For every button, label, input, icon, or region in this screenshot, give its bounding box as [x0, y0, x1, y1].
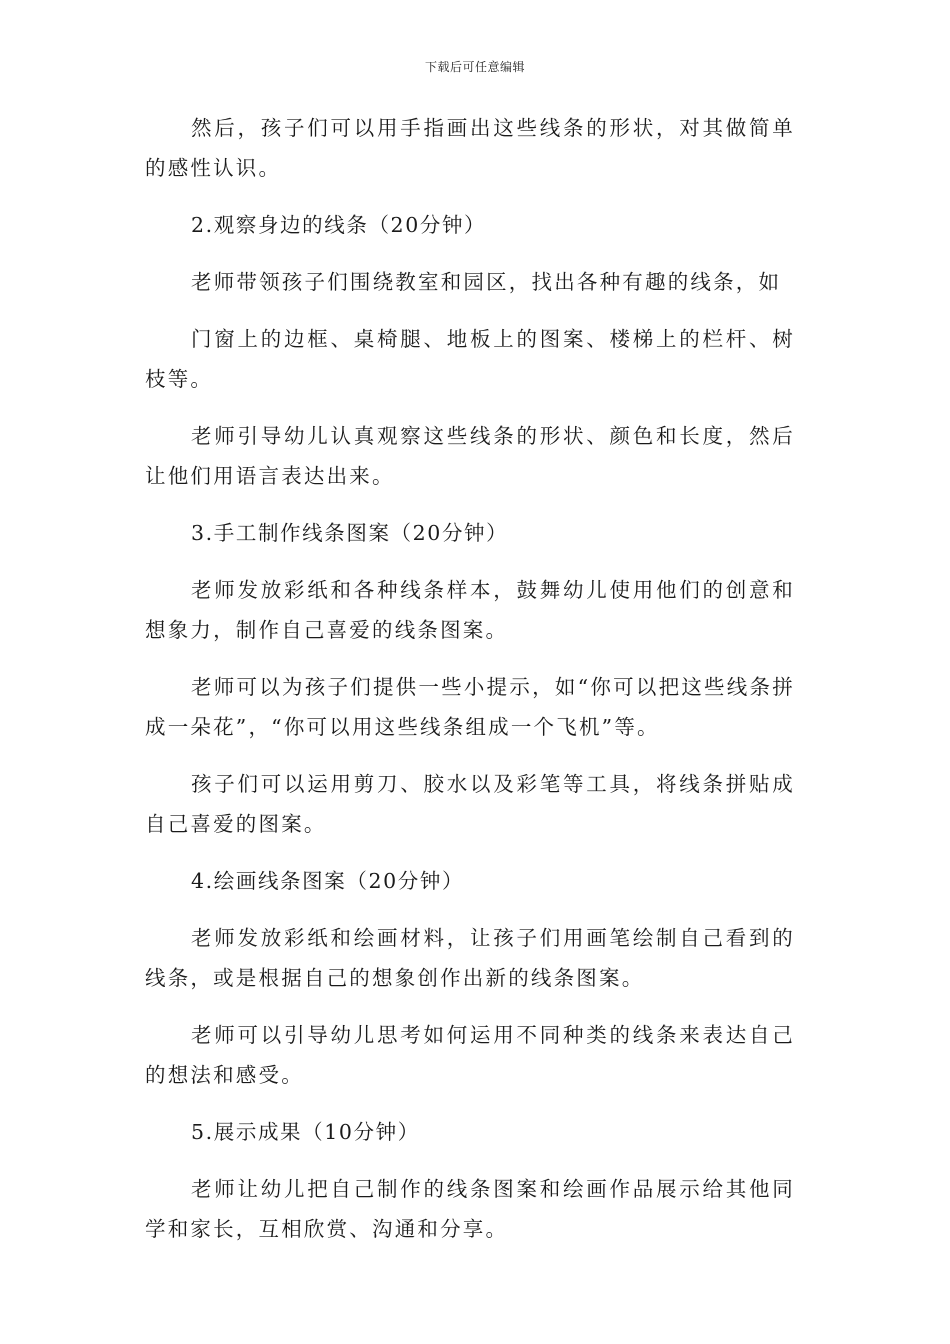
paragraph: 老师发放彩纸和各种线条样本，鼓舞幼儿使用他们的创意和想象力，制作自己喜爱的线条图案。: [145, 578, 795, 642]
page-header: 下载后可任意编辑: [424, 60, 525, 74]
section-heading: 5.展示成果（10分钟）: [191, 1120, 420, 1144]
paragraph: 老师让幼儿把自己制作的线条图案和绘画作品展示给其他同学和家长，互相欣赏、沟通和分享。: [145, 1177, 795, 1241]
section-heading: 4.绘画线条图案（20分钟）: [191, 869, 465, 893]
paragraph: 老师发放彩纸和绘画材料，让孩子们用画笔绘制自己看到的线条，或是根据自己的想象创作出新的线条图案。: [145, 926, 795, 990]
document-body: [145, 108, 795, 1249]
section-heading: 2.观察身边的线条（20分钟）: [191, 213, 487, 237]
paragraph: 老师可以为孩子们提供一些小提示，如“你可以把这些线条拼成一朵花”，“你可以用这些线条组成一个飞机”等。: [145, 675, 795, 739]
paragraph: 然后，孩子们可以用手指画出这些线条的形状，对其做简单的感性认识。: [145, 116, 795, 180]
paragraph: 老师带领孩子们围绕教室和园区，找出各种有趣的线条，如: [191, 270, 782, 294]
paragraph: 门窗上的边框、桌椅腿、地板上的图案、楼梯上的栏杆、树枝等。: [145, 327, 795, 391]
paragraph: 老师引导幼儿认真观察这些线条的形状、颜色和长度，然后让他们用语言表达出来。: [145, 424, 795, 488]
paragraph: 老师可以引导幼儿思考如何运用不同种类的线条来表达自己的想法和感受。: [145, 1023, 795, 1087]
paragraph: 孩子们可以运用剪刀、胶水以及彩笔等工具，将线条拼贴成自己喜爱的图案。: [145, 772, 795, 836]
section-heading: 3.手工制作线条图案（20分钟）: [191, 521, 509, 545]
